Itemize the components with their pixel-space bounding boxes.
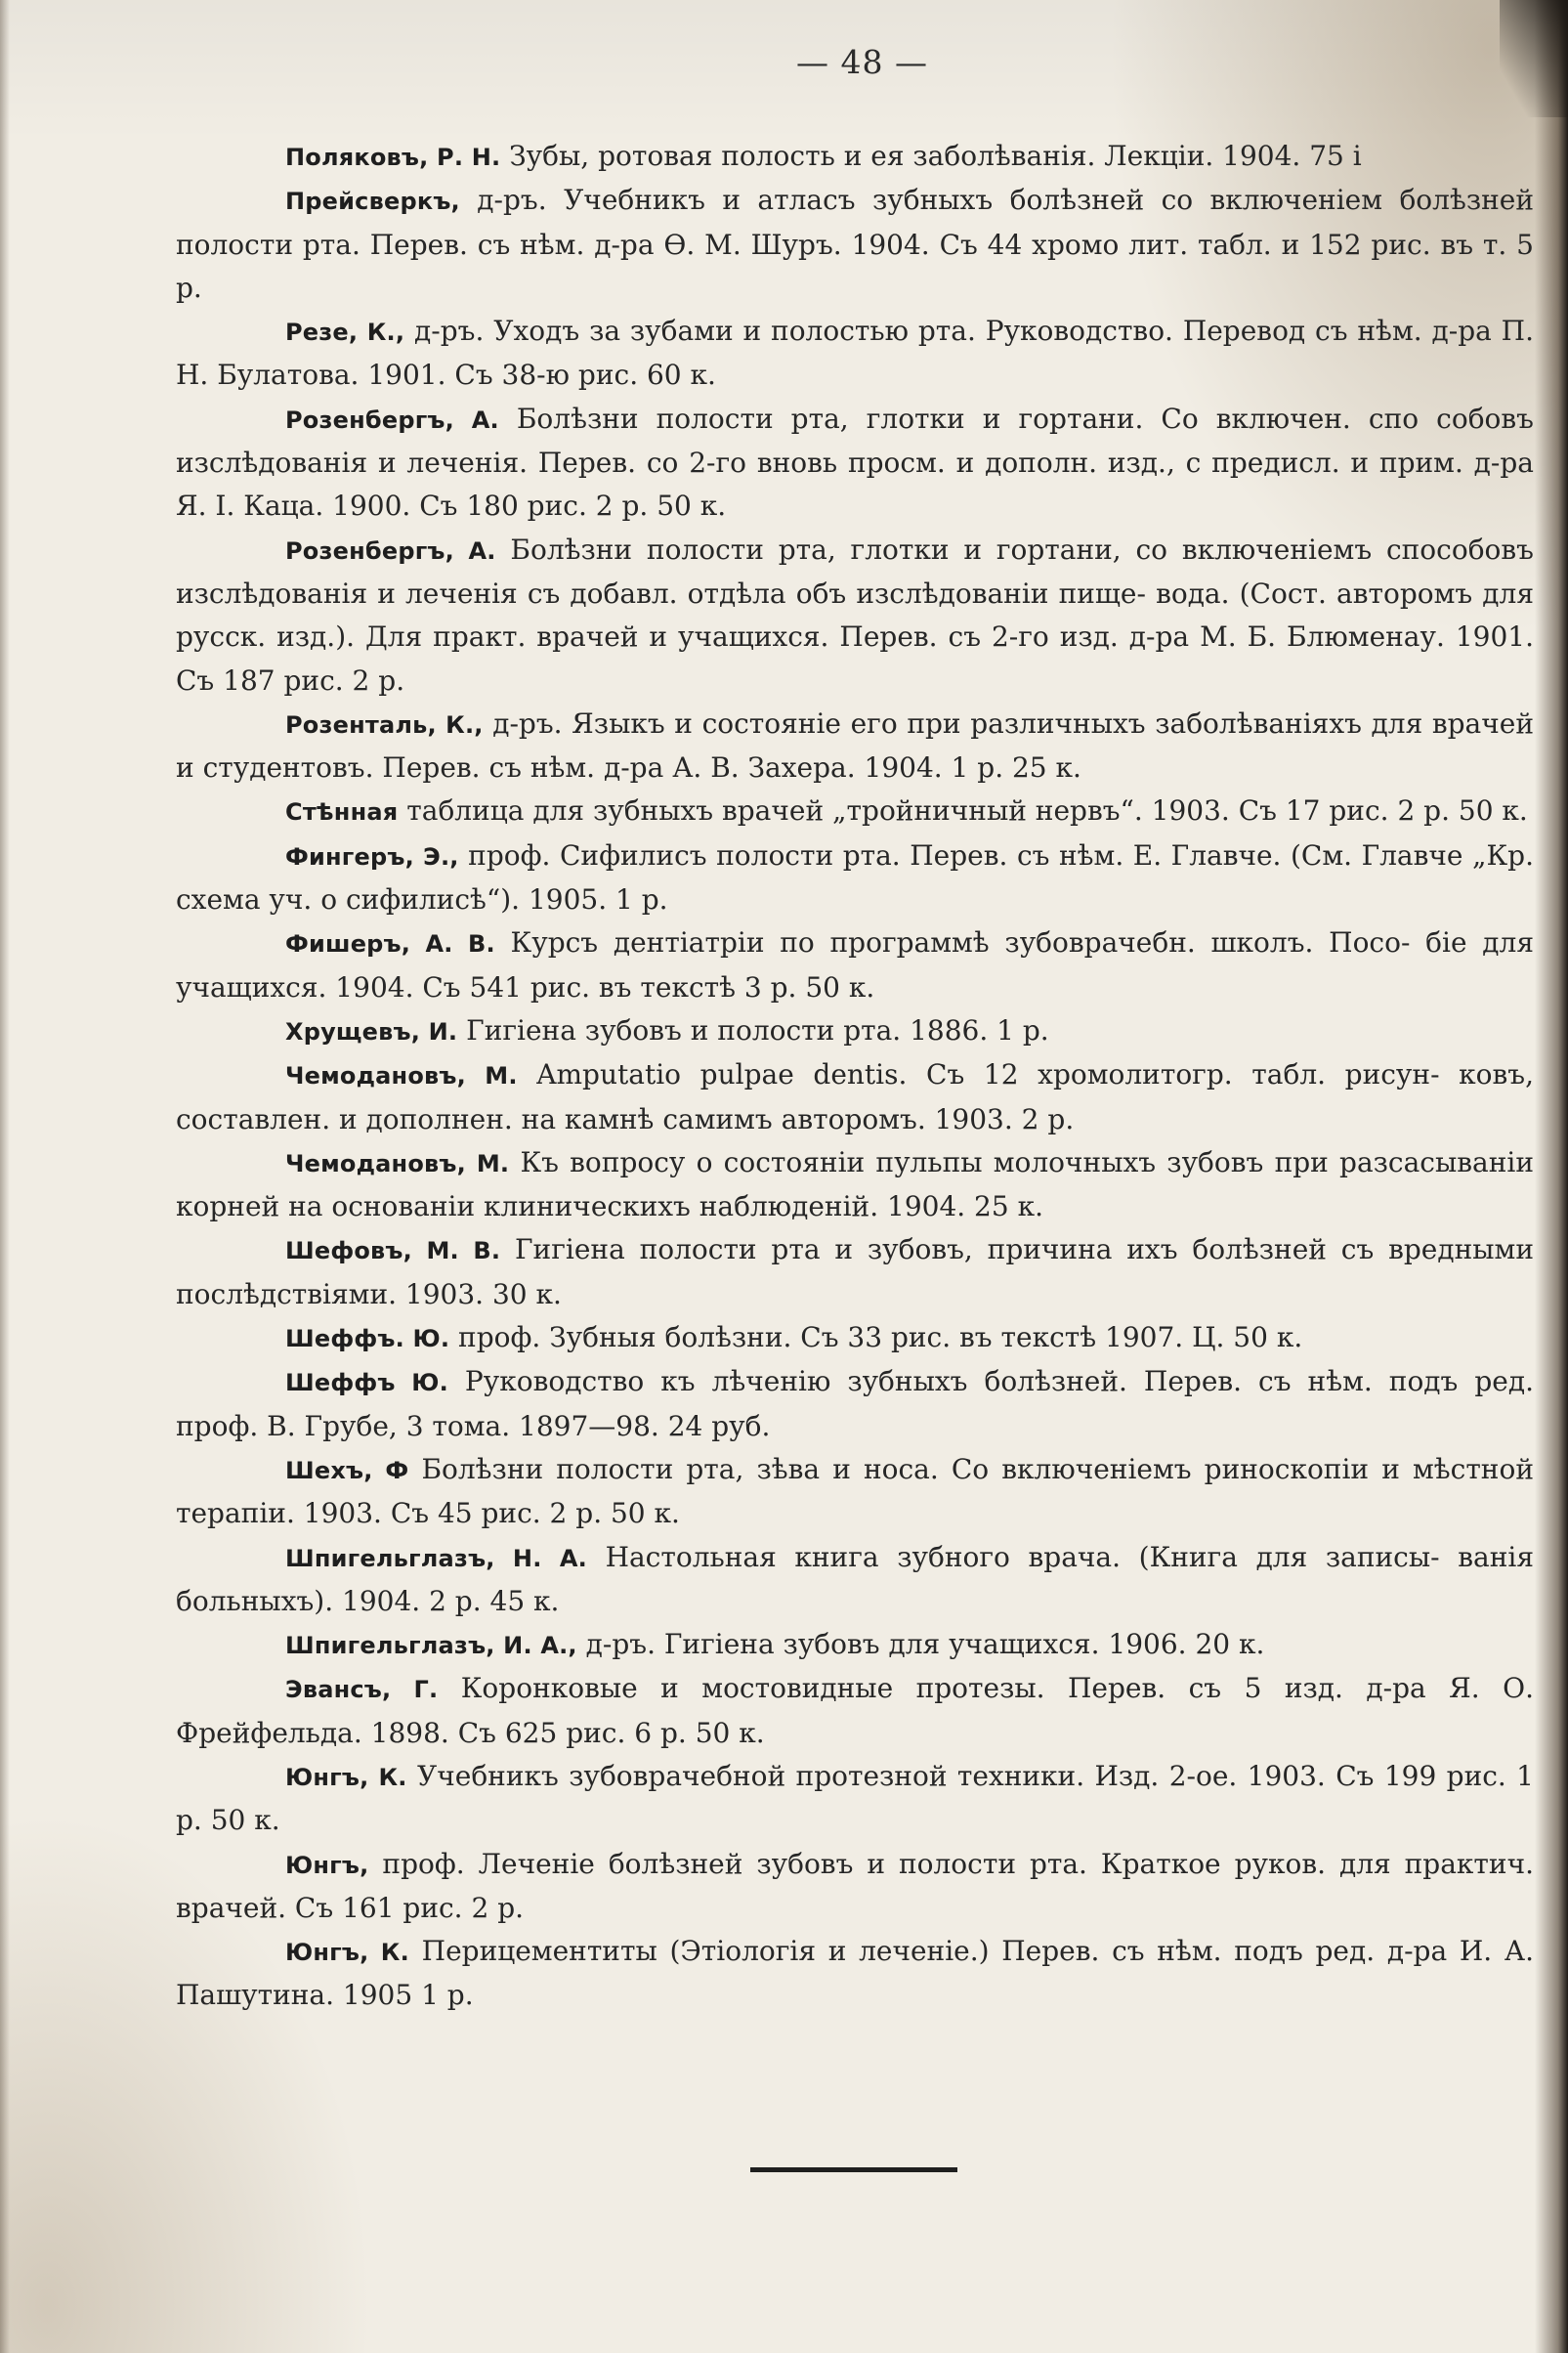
entry-author: Стѣнная — [285, 798, 399, 827]
entry-text: Къ вопросу о состояніи пульпы молочныхъ зубовъ при разсасываніи корней на основаніи клиническихъ наблюденій. 1904. 25 к. — [176, 1145, 1534, 1223]
bibliography-entry — [176, 1667, 1534, 1755]
bibliography-entry — [176, 179, 1534, 310]
entry-author: Юнгъ, — [285, 1851, 369, 1879]
bibliography-entry — [176, 834, 1534, 922]
entry-author: Розенбергъ, А. — [285, 406, 499, 434]
entry-author: Юнгъ, К. — [285, 1763, 407, 1791]
entry-author: Шпигельглазъ, И. А., — [285, 1632, 577, 1660]
closing-rule — [750, 2167, 957, 2172]
entry-text: проф. Леченіе болѣзней зубовъ и полости рта. Краткое руков. для практич. врачей. Съ 161 рис. 2 р. — [176, 1847, 1534, 1924]
bibliography-entry — [176, 398, 1534, 529]
entry-author: Резе, К., — [285, 319, 405, 347]
entry-text: д-ръ. Языкъ и состояніе его при различныхъ заболѣваніяхъ для врачей и студентовъ. Перев. съ нѣм. д-ра А. В. Захера. 1904. 1 р. 25 к. — [176, 706, 1534, 785]
entry-author: Хрущевъ, И. — [285, 1017, 458, 1046]
entry-text: Гигіена полости рта и зубовъ, причина ихъ болѣзней съ вредными послѣдствіями. 1903. 30 к. — [176, 1233, 1534, 1310]
entry-text: Болѣзни полости рта, зѣва и носа. Со включеніемъ риноскопіи и мѣстной терапіи. 1903. Съ 45 рис. 2 р. 50 к. — [176, 1452, 1534, 1530]
entry-author: Шефовъ, М. В. — [285, 1237, 501, 1265]
entry-text: Перицементиты (Этіологія и леченіе.) Перев. съ нѣм. подъ ред. д-ра И. А. Пашутина. 1905 1 р. — [176, 1935, 1534, 2012]
entry-text: Учебникъ зубоврачебной протезной техники. Изд. 2-ое. 1903. Съ 199 рис. 1 р. 50 к. — [176, 1759, 1534, 1837]
bibliography-entry — [176, 1228, 1534, 1316]
bibliography-entry — [176, 135, 1534, 179]
bibliography-entry — [176, 1141, 1534, 1229]
entry-author: Прейсверкъ, — [285, 188, 460, 216]
entry-text: Курсъ дентіатріи по программѣ зубоврачебн. школъ. Посо- біе для учащихся. 1904. Съ 541 рис. въ текстѣ 3 р. 50 к. — [176, 926, 1534, 1004]
entry-text: д-ръ. Учебникъ и атласъ зубныхъ болѣзней со включеніем болѣзней полости рта. Перев. съ нѣм. д-ра Ѳ. М. Шуръ. 1904. Съ 44 хромо лит. табл. и 152 рис. въ т. 5 р. — [176, 184, 1534, 304]
entry-text: Гигіена зубовъ и полости рта. 1886. 1 р. — [457, 1013, 1049, 1047]
bibliography-entry — [176, 921, 1534, 1009]
bibliography-entry — [176, 1623, 1534, 1667]
entry-author: Эвансъ, Г. — [285, 1676, 439, 1704]
bibliography-entry — [176, 1316, 1534, 1360]
bibliography-list — [176, 135, 1534, 2018]
bibliography-entry — [176, 790, 1534, 834]
entry-text: д-ръ. Гигіена зубовъ для учащихся. 1906. 20 к. — [576, 1628, 1265, 1661]
entry-text: Зубы, ротовая полость и ея заболѣванія. Лекціи. 1904. 75 і — [500, 140, 1362, 172]
bibliography-entry — [176, 1053, 1534, 1141]
entry-author: Шеффъ. Ю. — [285, 1325, 450, 1353]
bibliography-entry — [176, 1843, 1534, 1931]
bibliography-entry — [176, 703, 1534, 791]
bibliography-entry — [176, 529, 1534, 703]
entry-author: Поляковъ, Р. Н. — [285, 144, 501, 171]
bibliography-entry — [176, 1930, 1534, 2018]
bibliography-entry — [176, 1536, 1534, 1624]
bibliography-entry — [176, 310, 1534, 398]
bibliography-entry — [176, 1360, 1534, 1448]
entry-text: Болѣзни полости рта, глотки и гортани. Со включен. спо собовъ изслѣдованія и леченія. Перев. со 2-го вновь просм. и дополн. изд., с предисл. и прим. д-ра Я. І. Каца. 1900. Съ 180 рис. 2 р. 50 к. — [176, 402, 1534, 523]
entry-text: таблица для зубныхъ врачей „тройничный нервъ“. 1903. Съ 17 рис. 2 р. 50 к. — [398, 794, 1528, 828]
bibliography-entry — [176, 1009, 1534, 1053]
entry-author: Розенталь, К., — [285, 710, 484, 739]
entry-text: проф. Сифилисъ полости рта. Перев. съ нѣм. Е. Главче. (См. Главче „Кр. схема уч. о сифилисѣ“). 1905. 1 р. — [176, 838, 1535, 917]
page-shadow-right — [1535, 0, 1568, 2353]
entry-text: Коронковые и мостовидные протезы. Перев. съ 5 изд. д-ра Я. О. Фрейфельда. 1898. Съ 625 рис. 6 р. 50 к. — [176, 1672, 1534, 1749]
entry-text: проф. Зубныя болѣзни. Съ 33 рис. въ текстѣ 1907. Ц. 50 к. — [449, 1321, 1303, 1354]
entry-text: Настольная книга зубного врача. (Книга для записы- ванія больныхъ). 1904. 2 р. 45 к. — [176, 1540, 1534, 1617]
entry-author: Чемодановъ, М. — [285, 1062, 518, 1091]
entry-author: Фингеръ, Э., — [285, 842, 459, 871]
entry-text: д-ръ. Уходъ за зубами и полостью рта. Руководство. Перевод съ нѣм. д-ра П. Н. Булатова. 1901. Съ 38-ю рис. 60 к. — [176, 315, 1534, 392]
entry-author: Юнгъ, К. — [285, 1939, 409, 1967]
bibliography-entry — [176, 1448, 1534, 1536]
entry-author: Шпигельглазъ, Н. А. — [285, 1544, 587, 1572]
entry-author: Шеффъ Ю. — [285, 1369, 448, 1397]
page-number: — 48 — — [796, 43, 928, 81]
entry-author: Розенбергъ, А. — [285, 536, 496, 565]
entry-text: Руководство къ лѣченію зубныхъ болѣзней. Перев. съ нѣм. подъ ред. проф. В. Грубе, 3 тома. 1897—98. 24 руб. — [176, 1365, 1534, 1442]
entry-author: Чемодановъ, М. — [285, 1149, 510, 1177]
entry-text: Amputatio pulpae dentis. Съ 12 хромолитогр. табл. рисун- ковъ, составлен. и дополнен. на камнѣ самимъ авторомъ. 1903. 2 р. — [176, 1058, 1534, 1135]
entry-author: Фишеръ, А. В. — [285, 930, 495, 959]
entry-text: Болѣзни полости рта, глотки и гортани, со включеніемъ способовъ изслѣдованія и леченія съ добавл. отдѣла объ изслѣдованіи пище- вода. (Сост. авторомъ для русск. изд.). Для практ. врачей и учащихся. Перев. съ 2-го изд. д-ра М. Б. Блюменау. 1901. Съ 187 рис. 2 р. — [176, 533, 1534, 697]
page-shadow-left — [0, 0, 10, 2353]
bibliography-entry — [176, 1755, 1534, 1843]
entry-author: Шехъ, Ф — [285, 1456, 409, 1484]
